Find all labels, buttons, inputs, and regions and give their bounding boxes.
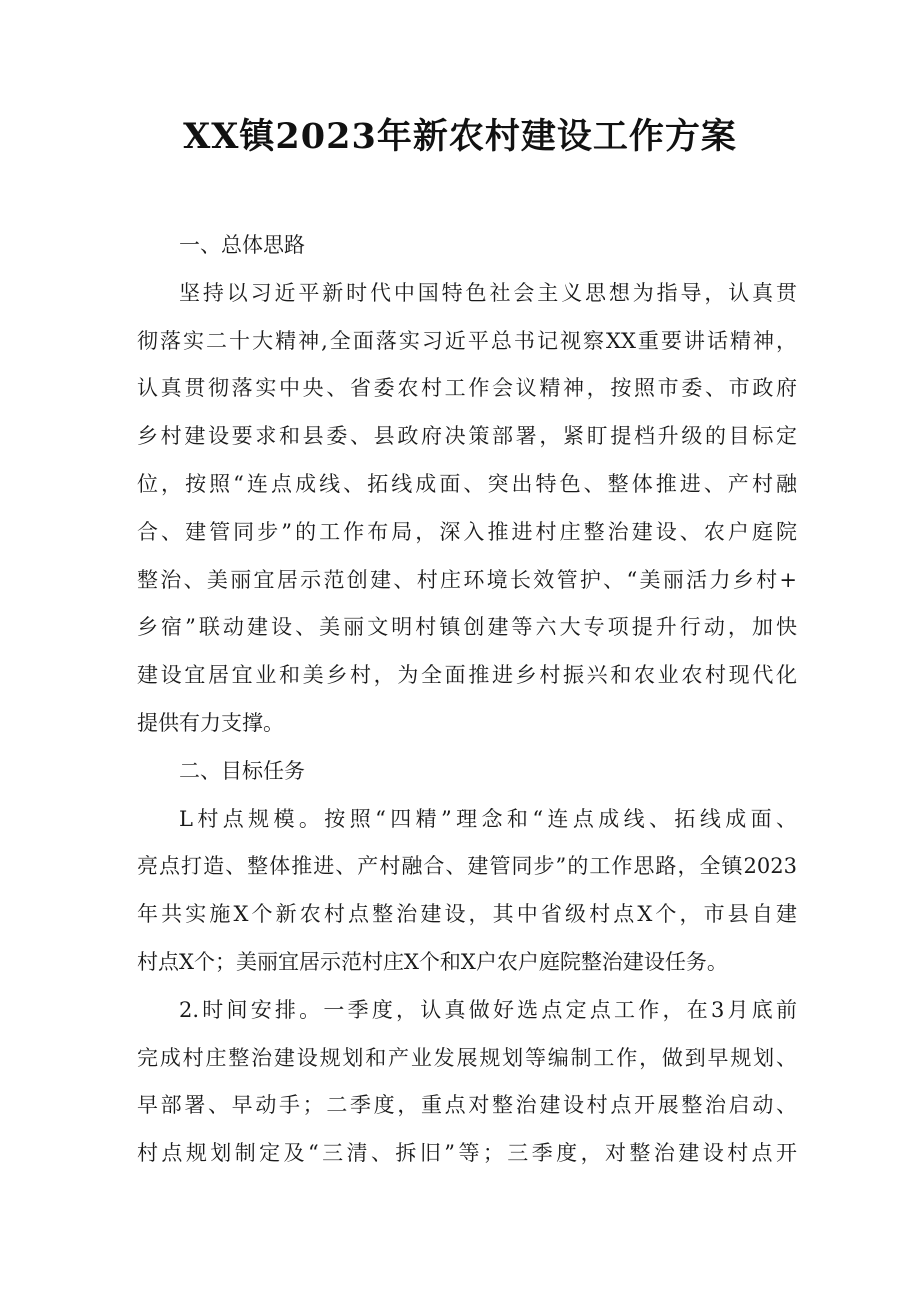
section-heading: 一、总体思路 bbox=[179, 233, 305, 257]
body-line: L村点规模。按照“四精”理念和“连点成线、拓线成面、 bbox=[179, 806, 797, 831]
body-line: 2.时间安排。一季度，认真做好选点定点工作，在3月底前 bbox=[179, 997, 797, 1022]
body-line: 年共实施X个新农村点整治建设，其中省级村点X个，市县自建 bbox=[137, 902, 797, 927]
body-line: 亮点打造、整体推进、产村融合、建管同步”的工作思路，全镇2023 bbox=[137, 854, 797, 879]
document-title: XX镇2023年新农村建设工作方案 bbox=[183, 116, 737, 157]
document-body bbox=[137, 222, 797, 1178]
body-line: 合、建管同步”的工作布局，深入推进村庄整治建设、农户庭院 bbox=[137, 519, 797, 544]
body-line: 早部署、早动手；二季度，重点对整治建设村点开展整治启动、 bbox=[137, 1093, 797, 1118]
body-line: 位，按照“连点成线、拓线成面、突出特色、整体推进、产村融 bbox=[137, 471, 797, 496]
body-line: 乡村建设要求和县委、县政府决策部署，紧盯提档升级的目标定 bbox=[137, 424, 797, 449]
body-line: 坚持以习近平新时代中国特色社会主义思想为指导，认真贯 bbox=[179, 280, 797, 305]
body-line: 认真贯彻落实中央、省委农村工作会议精神，按照市委、市政府 bbox=[137, 376, 797, 401]
body-line: 建设宜居宜业和美乡村，为全面推进乡村振兴和农业农村现代化 bbox=[137, 663, 797, 688]
body-line: 完成村庄整治建设规划和产业发展规划等编制工作，做到早规划、 bbox=[137, 1045, 797, 1070]
body-line: 乡宿”联动建设、美丽文明村镇创建等六大专项提升行动，加快 bbox=[137, 615, 797, 640]
body-line: 村点规划制定及“三清、拆旧”等；三季度，对整治建设村点开 bbox=[137, 1141, 797, 1166]
body-line: 村点X个；美丽宜居示范村庄X个和X户农户庭院整治建设任务。 bbox=[137, 949, 728, 974]
body-line: 彻落实二十大精神,全面落实习近平总书记视察XX重要讲话精神， bbox=[137, 328, 797, 353]
section-heading: 二、目标任务 bbox=[179, 758, 305, 783]
body-line: 整治、美丽宜居示范创建、村庄环境长效管护、“美丽活力乡村+ bbox=[137, 567, 797, 592]
body-line: 提供有力支撑。 bbox=[137, 710, 284, 735]
